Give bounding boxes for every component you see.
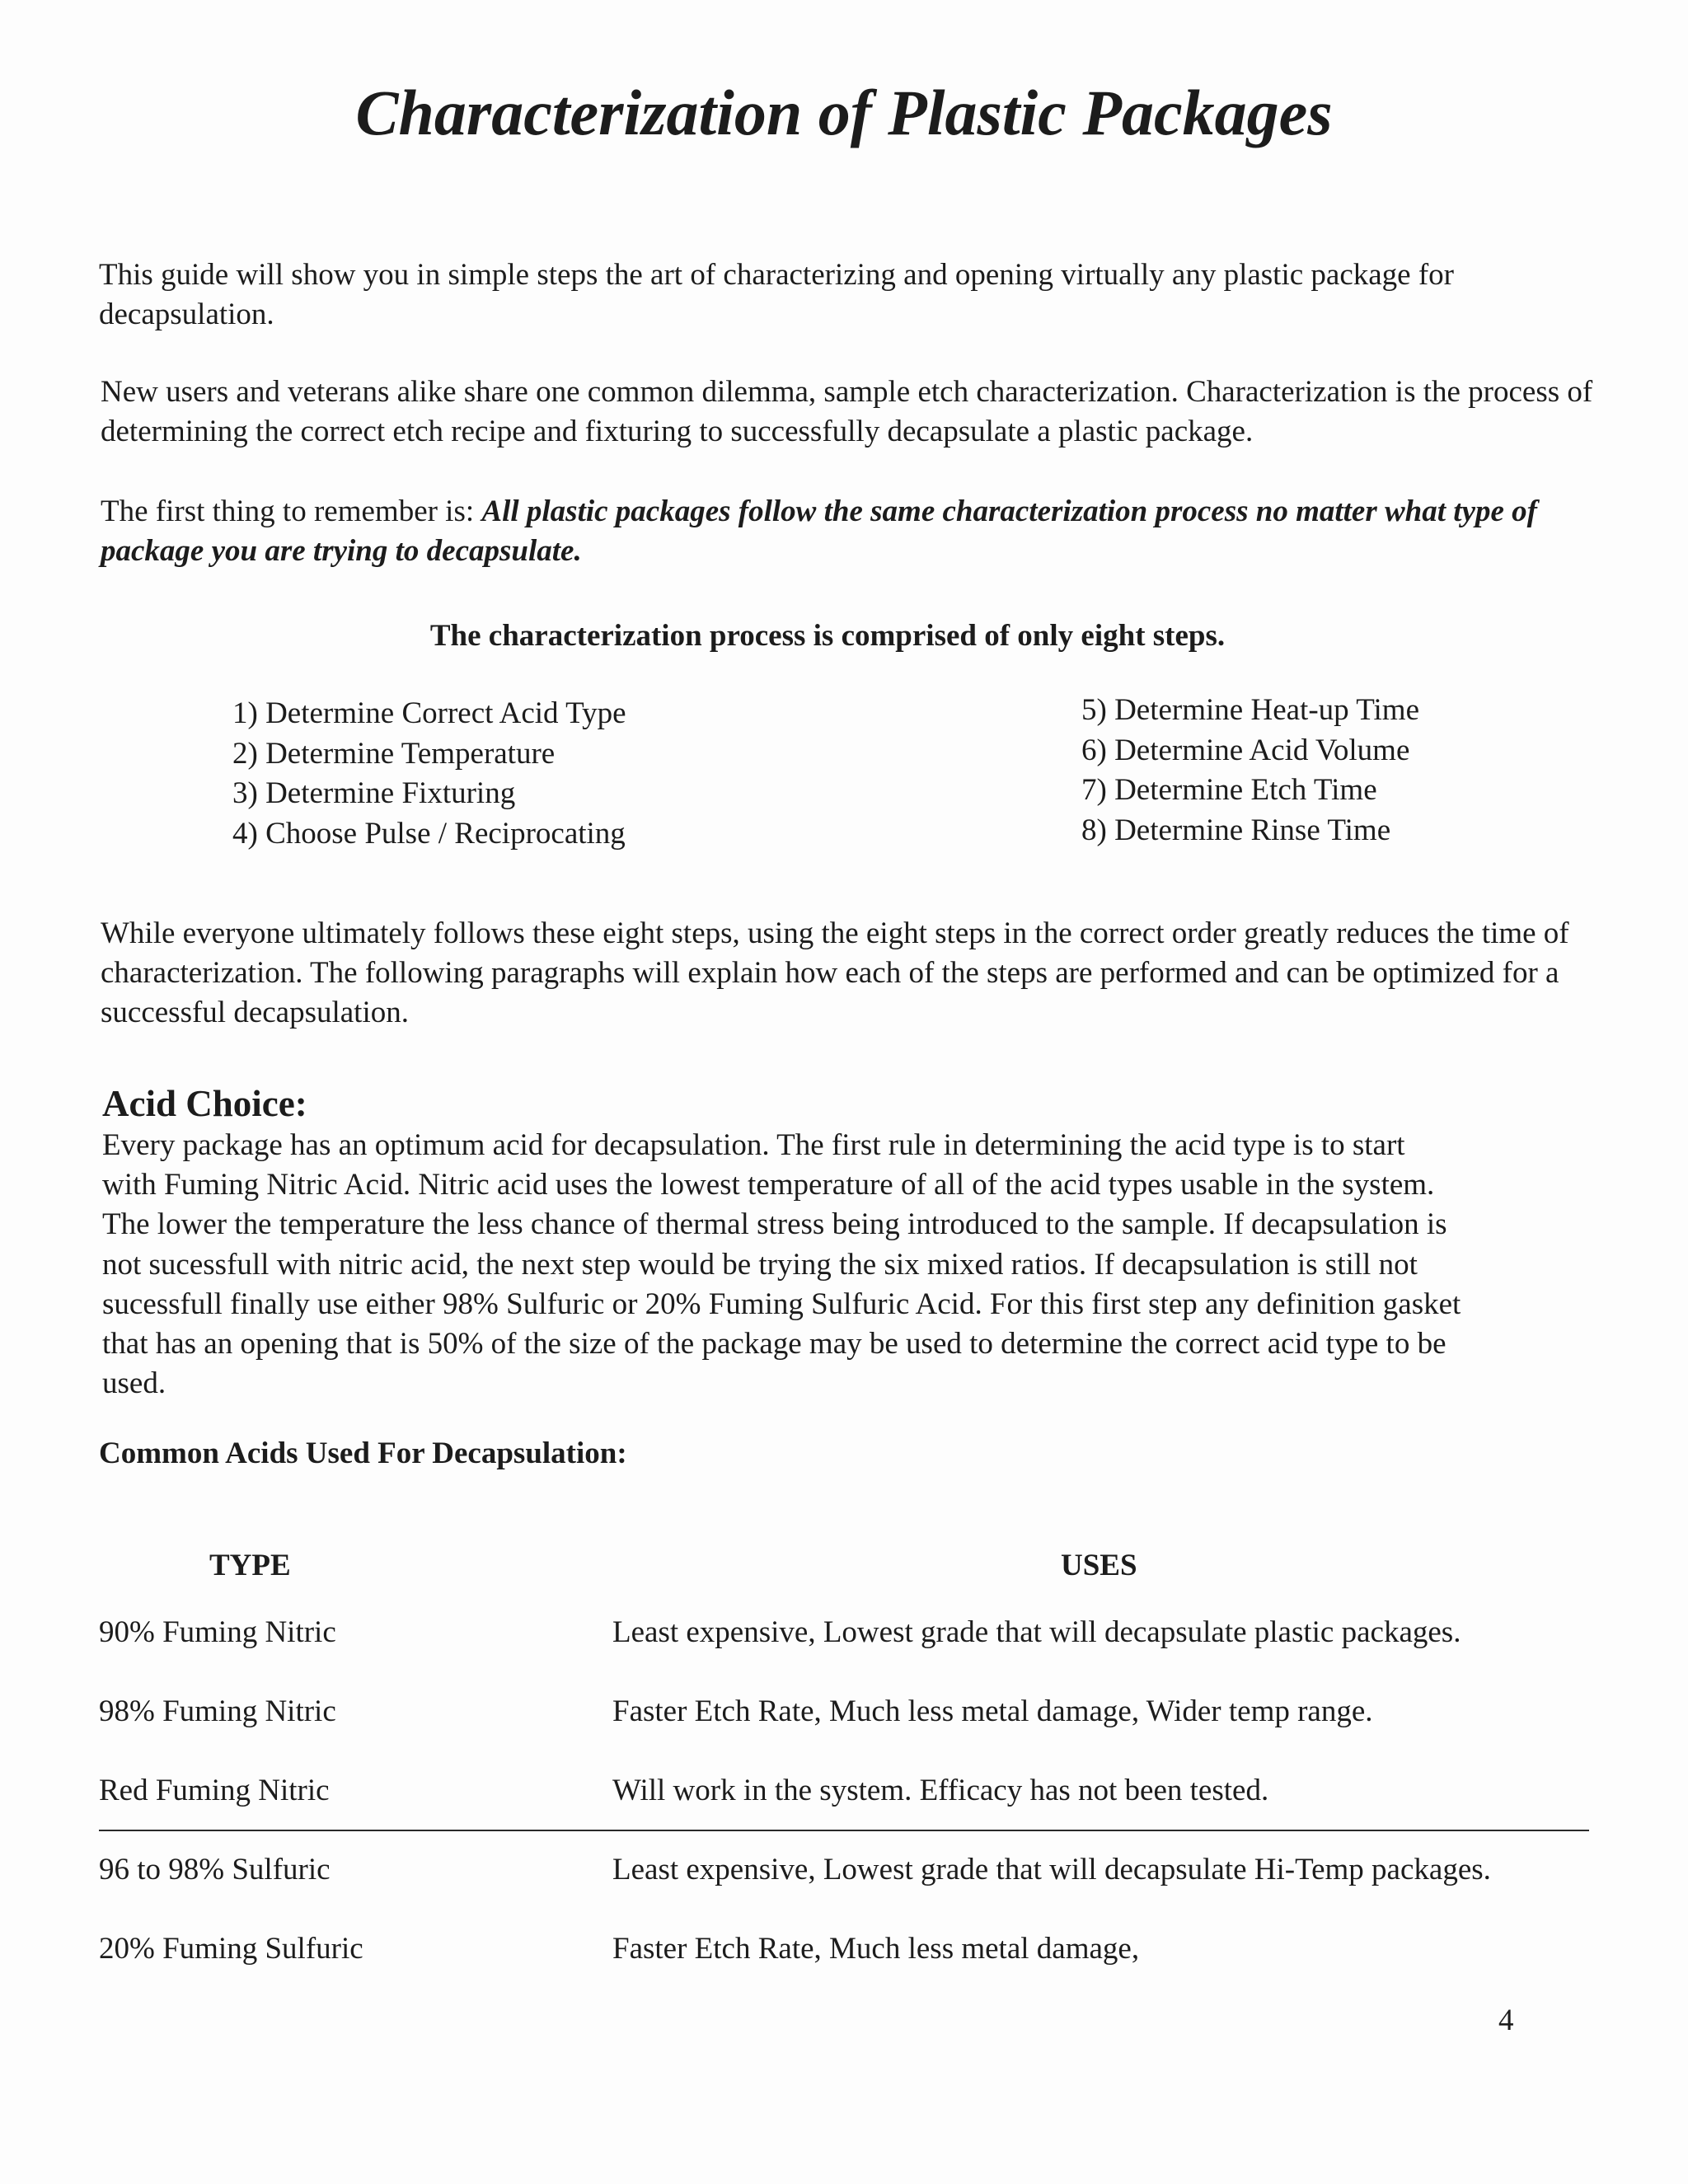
acid-uses-cell: Faster Etch Rate, Much less metal damage, Wider temp range. — [612, 1694, 1373, 1728]
acid-uses-cell: Will work in the system. Efficacy has not been tested. — [612, 1774, 1269, 1807]
steps-list-left — [232, 694, 626, 854]
table-row — [99, 1692, 1591, 1732]
acid-type-cell: 20% Fuming Sulfuric — [99, 1932, 363, 1966]
table-row — [99, 1771, 1591, 1811]
step-item: 4) Choose Pulse / Reciprocating — [232, 816, 626, 851]
acid-type-cell: Red Fuming Nitric — [99, 1774, 330, 1807]
intro-paragraph: This guide will show you in simple steps the art of characterizing and opening virtually any plastic package for decapsulation. — [99, 258, 1454, 331]
column-header-uses: USES — [1061, 1549, 1137, 1582]
step-item: 5) Determine Heat-up Time — [1081, 693, 1419, 727]
paragraph-line: used. — [102, 1366, 166, 1401]
step-item: 2) Determine Temperature — [232, 736, 556, 771]
step-item: 1) Determine Correct Acid Type — [232, 696, 626, 730]
acids-table-heading: Common Acids Used For Decapsulation: — [99, 1436, 627, 1470]
table-row — [99, 1850, 1591, 1890]
paragraph-line: Every package has an optimum acid for decapsulation. The first rule in determining the acid type is to start — [102, 1128, 1405, 1162]
step-item: 6) Determine Acid Volume — [1081, 733, 1410, 767]
paragraph-line: with Fuming Nitric Acid. Nitric acid uses the lowest temperature of all of the acid types usable in the system. — [102, 1168, 1435, 1202]
page-number: 4 — [1498, 2004, 1514, 2037]
step-item: 7) Determine Etch Time — [1081, 773, 1377, 807]
first-thing-paragraph — [101, 492, 1584, 571]
paragraph-line: sucessfull finally use either 98% Sulfuric or 20% Fuming Sulfuric Acid. For this first step any definition gasket — [102, 1286, 1461, 1321]
step-item: 3) Determine Fixturing — [232, 776, 516, 810]
step-item: 8) Determine Rinse Time — [1081, 813, 1391, 847]
paragraph-line: not sucessfull with nitric acid, the next step would be trying the six mixed ratios. If decapsulation is still not — [102, 1247, 1418, 1282]
table-divider — [99, 1830, 1589, 1831]
acid-uses-cell: Least expensive, Lowest grade that will decapsulate Hi-Temp packages. — [612, 1853, 1491, 1886]
acid-choice-heading: Acid Choice: — [102, 1083, 307, 1124]
process-heading: The characterization process is comprised of only eight steps. — [429, 619, 1226, 653]
acid-type-cell: 90% Fuming Nitric — [99, 1615, 336, 1649]
acid-type-cell: 98% Fuming Nitric — [99, 1694, 336, 1728]
steps-list-right — [1081, 691, 1419, 851]
acid-uses-cell: Faster Etch Rate, Much less metal damage, — [612, 1932, 1140, 1966]
acid-choice-paragraph — [102, 1126, 1461, 1404]
order-paragraph: While everyone ultimately follows these eight steps, using the eight steps in the correct order greatly reduces the time of characterization. The following paragraphs will explain how each of the steps are performed and can be optimized for a successful decapsulation. — [101, 916, 1569, 1029]
page-title: Characterization of Plastic Packages — [355, 77, 1333, 148]
acid-type-cell: 96 to 98% Sulfuric — [99, 1853, 331, 1886]
dilemma-paragraph: New users and veterans alike share one common dilemma, sample etch characterization. Characterization is the process of determining the correct etch recipe and fixturing to successfully decapsulate a plastic package. — [101, 375, 1593, 448]
acid-uses-cell: Least expensive, Lowest grade that will decapsulate plastic packages. — [612, 1615, 1461, 1649]
table-row — [99, 1613, 1591, 1652]
paragraph-line: The lower the temperature the less chance of thermal stress being introduced to the sample. If decapsulation is — [102, 1207, 1447, 1242]
first-thing-emphasis: All plastic packages follow the same characterization process no matter what type of package you are trying to decapsulate. — [101, 494, 1537, 568]
table-row — [99, 1929, 1591, 1969]
paragraph-line: that has an opening that is 50% of the size of the package may be used to determine the correct acid type to be — [102, 1327, 1447, 1361]
first-thing-lead: The first thing to remember is: — [101, 494, 482, 528]
column-header-type: TYPE — [209, 1549, 291, 1582]
